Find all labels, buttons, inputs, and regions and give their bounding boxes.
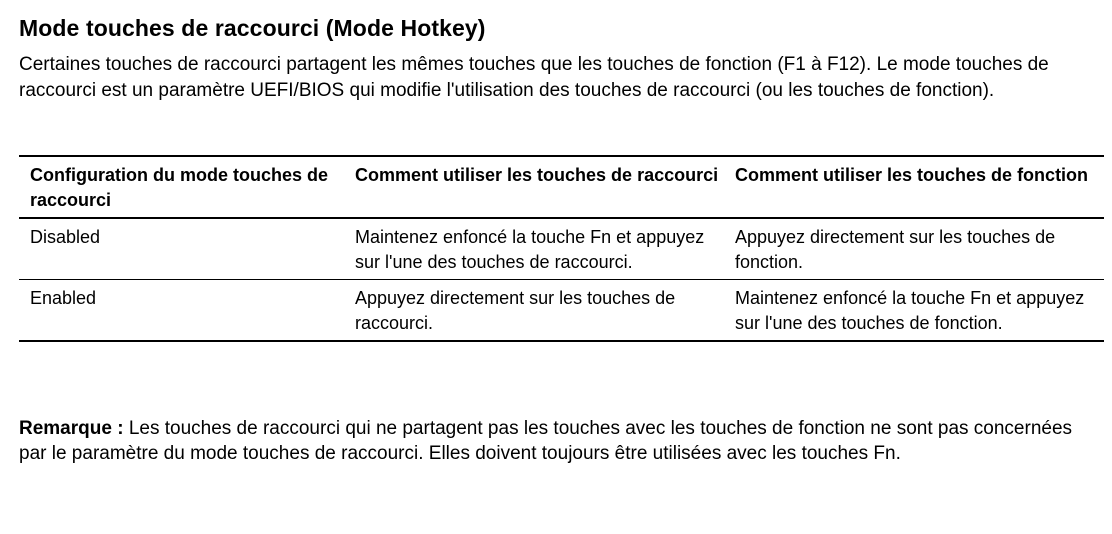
document-page (19, 14, 1104, 464)
header-function-key-usage: Comment utiliser les touches de fonction (724, 156, 1104, 218)
cell-function-key-usage: Maintenez enfoncé la touche Fn et appuyez sur l'une des touches de fonction. (724, 280, 1104, 342)
page-title: Mode touches de raccourci (Mode Hotkey) (19, 15, 486, 41)
header-hotkey-usage: Comment utiliser les touches de raccourci (344, 156, 724, 218)
header-configuration: Configuration du mode touches de raccourci (19, 156, 344, 218)
note-text: Les touches de raccourci qui ne partagent pas les touches avec les touches de fonction ne sont pas concernées par le paramètre du mode touches de raccourci. Elles doivent toujours être utilisées avec les touches Fn. (19, 418, 1073, 464)
hotkey-mode-table (19, 155, 1104, 342)
cell-hotkey-usage: Maintenez enfoncé la touche Fn et appuyez sur l'une des touches de raccourci. (344, 218, 724, 280)
cell-configuration: Disabled (19, 218, 344, 280)
cell-hotkey-usage: Appuyez directement sur les touches de raccourci. (344, 280, 724, 342)
cell-function-key-usage: Appuyez directement sur les touches de fonction. (724, 218, 1104, 280)
table-body (19, 218, 1104, 341)
table-row (19, 218, 1104, 280)
note-paragraph (19, 416, 1079, 466)
table-row (19, 280, 1104, 342)
note-label: Remarque : (19, 418, 124, 439)
cell-configuration: Enabled (19, 280, 344, 342)
table-header (19, 156, 1104, 218)
intro-paragraph: Certaines touches de raccourci partagent les mêmes touches que les touches de fonction (F1 à F12). Le mode touches de raccourci est un paramètre UEFI/BIOS qui modifie l'utilisation des touches de raccourci (ou les touches de fonction). (19, 54, 1049, 101)
table-header-row (19, 156, 1104, 218)
